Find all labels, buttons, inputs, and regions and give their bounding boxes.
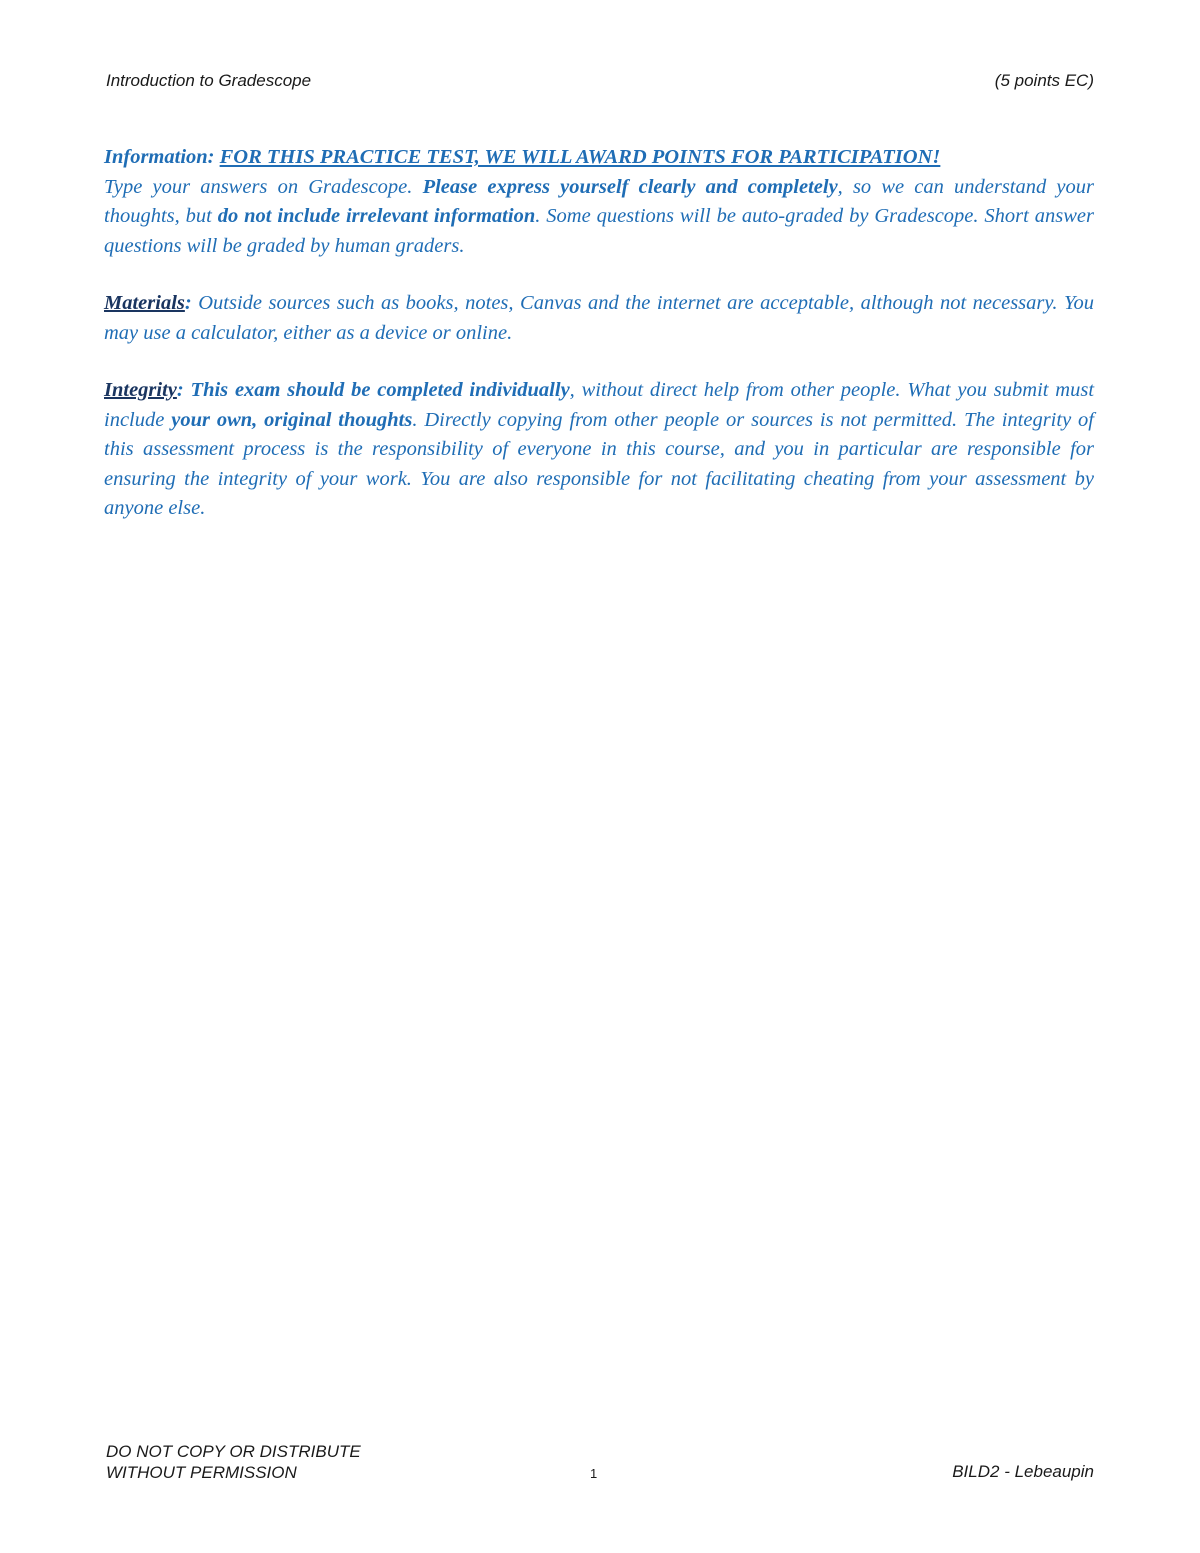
footer-copyright-notice <box>106 1441 361 1483</box>
information-label: Information <box>104 146 208 168</box>
materials-paragraph <box>104 289 1094 348</box>
integrity-bold-1: This exam should be completed individually <box>190 379 570 401</box>
header-points: (5 points EC) <box>994 71 1094 90</box>
information-colon: : <box>207 146 220 168</box>
information-bold-2: do not include irrelevant information <box>217 205 536 227</box>
integrity-paragraph <box>104 376 1094 524</box>
information-paragraph <box>104 143 1094 261</box>
footer-course: BILD2 - Lebeaupin <box>952 1462 1094 1481</box>
integrity-text-1: , without direct help from other people. What you submit must include <box>104 379 1095 431</box>
materials-text: Outside sources such as books, notes, Canvas and the internet are acceptable, although not necessary. You may use a calculator, either as a device or online. <box>104 292 1095 344</box>
information-text-1: Type your answers on Gradescope. <box>104 175 423 198</box>
footer-line-2: WITHOUT PERMISSION <box>106 1463 297 1482</box>
integrity-bold-2: your own, original thoughts <box>171 408 413 431</box>
page-number: 1 <box>590 1466 598 1481</box>
header-title: Introduction to Gradescope <box>106 71 312 90</box>
integrity-colon: : <box>176 379 191 401</box>
integrity-label: Integrity <box>104 379 177 401</box>
information-text-3: . Some questions will be auto-graded by Gradescope. Short answer questions will be graded by human graders. <box>104 205 1094 257</box>
instructions-body <box>104 143 1094 552</box>
information-bold-1: Please express yourself clearly and completely <box>422 175 838 198</box>
information-text-2: , so we can understand your thoughts, but <box>104 175 1094 227</box>
participation-notice: FOR THIS PRACTICE TEST, WE WILL AWARD POINTS FOR PARTICIPATION! <box>219 146 941 168</box>
materials-colon: : <box>184 292 199 314</box>
footer-line-1: DO NOT COPY OR DISTRIBUTE <box>106 1442 361 1461</box>
materials-label: Materials <box>104 292 185 314</box>
integrity-text-2: . Directly copying from other people or sources is not permitted. The integrity of this assessment process is the responsibility of everyone in this course, and you in particular are responsible for ensuring the integrity of your work. You are also responsible for not facilitating cheating from your assessment by anyone else. <box>104 408 1094 519</box>
